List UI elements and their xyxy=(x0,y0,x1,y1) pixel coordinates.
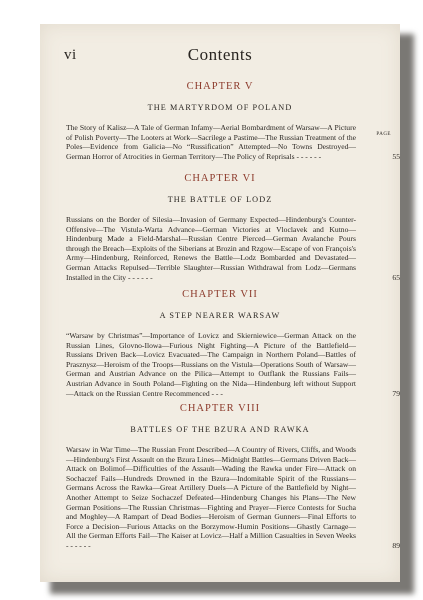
page-number: vi xyxy=(64,47,77,63)
page-title: Contents xyxy=(187,45,253,64)
chapter-vii xyxy=(40,288,400,398)
chapter-v xyxy=(40,80,400,161)
chapter-heading: CHAPTER V xyxy=(186,81,254,92)
chapter-page-number: 79 xyxy=(392,388,400,398)
chapter-title: A STEP NEARER WARSAW xyxy=(159,311,281,320)
chapter-title: THE BATTLE OF LODZ xyxy=(167,195,273,204)
chapter-summary xyxy=(40,215,400,282)
book-page xyxy=(40,24,400,582)
chapter-summary-text: Warsaw in War Time—The Russian Front Described—A Country of Rivers, Cliffs, and Woods—Hindenburg's First Assault on the Bzura Lines—Midnight Battles—Germans Driven Back—Attack on Bolimof—Difficulties of the Assault—Wading the Rawka under Fire—Attack on Sochaczef Fails—Hundreds Drowned in the Bzura—Indomitable Spirit of the Russians—Germans Across the Rawka—Great Artillery Duels—A Picture of the Battlefield by Night—Another Attempt to Seize Sochaczef Defeated—Hindenburg Changes his Plans—The New German Positions—The Russian Christmas—Fighting and Prayer—Fierce Contests for Sucha and Moghley—A Rampart of Dead Bodies—Heroism of German Gunners—Final Efforts to Force a Decision—Furious Attacks on the Borzymow-Humin Positions—Ghastly Carnage—All the German Efforts Fail—The Kaiser at Lovicz—Half a Million Casualties in Seven Weeks - - - - - - xyxy=(66,445,356,550)
chapter-page-number: 89 xyxy=(392,540,400,550)
chapter-summary xyxy=(40,123,400,161)
chapter-summary xyxy=(40,445,400,551)
chapter-summary-text: The Story of Kalisz—A Tale of German Infamy—Aerial Bombardment of Warsaw—A Picture of Polish Poverty—The Looters at Work—Sacrilege a Pastime—The Russian Treatment of the Poles—Evidence from Galicia—No “Russification” Attempted—No Towns Destroyed—German Horror of Atrocities in German Territory—The Policy of Reprisals - - - - - - xyxy=(66,123,356,161)
chapter-summary-text: Russians on the Border of Silesia—Invasion of Germany Expected—Hindenburg's Counter-Offensive—The Vistula-Warta Advance—German Victories at Vloclavek and Kutno—Hindenburg Made a Field-Marshal—Russian Centre Pierced—German Avalanche Pours through the Breach—Exploits of the Siberians at Brozin and Rzgow—Escape of von François's Army—Hindenburg, Reinforced, Renews the Battle—Lodz Bombarded and Devastated—German Attacks Repulsed—Terrible Slaughter—Russian Withdrawal from Lodz—Germans Installed in the City - - - - - - xyxy=(66,215,356,282)
chapter-heading: CHAPTER VIII xyxy=(179,403,261,414)
chapter-vi xyxy=(40,172,400,282)
chapter-title: THE MARTYRDOM OF POLAND xyxy=(147,103,293,112)
page-column-label: PAGE xyxy=(376,132,391,137)
chapter-heading: CHAPTER VI xyxy=(184,173,256,184)
chapter-heading: CHAPTER VII xyxy=(182,289,258,300)
chapter-page-number: 55 xyxy=(392,151,400,161)
chapter-summary-text: “Warsaw by Christmas”—Importance of Lovicz and Skierniewice—German Attack on the Russian Lines, Glovno-Ilowa—Furious Night Fighting—A Picture of the Battlefield—Russians Driven Back—Lovicz Evacuated—The Campaign in Northern Poland—Battles of Prasznysz—Heroism of the Troops—Russians on the Vistula—Operations South of Warsaw—German and Austrian Advance on the Pilica—Attempt to Outflank the Russians Fails—Austrian Advance in South Poland—Fighting on the Nida—Hindenburg left without Support—Attack on the Russian Centre Recommenced - - - xyxy=(66,331,356,398)
chapter-title: BATTLES OF THE BZURA AND RAWKA xyxy=(130,425,310,434)
chapter-summary xyxy=(40,331,400,398)
chapter-page-number: 65 xyxy=(392,272,400,282)
chapter-viii xyxy=(40,402,400,551)
